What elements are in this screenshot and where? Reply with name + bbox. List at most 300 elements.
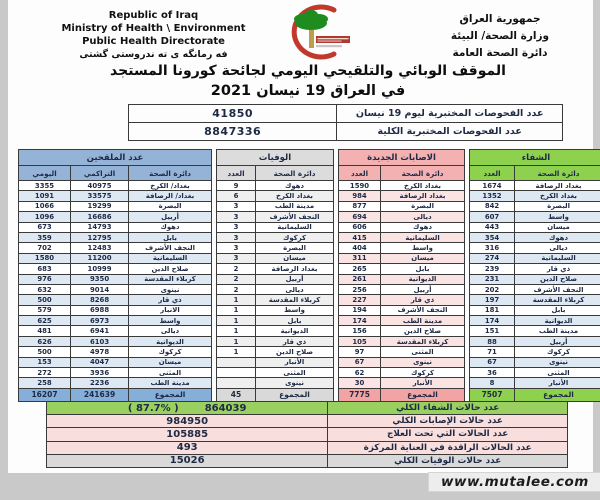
column-header-count: العدد	[470, 166, 515, 181]
header-ar-line3: دائرة الصحة العامة	[452, 47, 548, 59]
table-cell: كربلاء المقدسة	[515, 295, 600, 305]
table-header-row	[19, 166, 212, 181]
table-cell: البصرة	[256, 243, 334, 253]
table-cell: 500	[19, 295, 71, 305]
table-row	[19, 181, 212, 191]
column-header-dept: دائرة الصحة	[129, 166, 212, 181]
column-header-count: العدد	[339, 166, 381, 181]
deaths-table-total	[217, 388, 334, 401]
table-row	[217, 378, 334, 388]
table-row	[217, 336, 334, 346]
table-row	[339, 347, 465, 357]
table-cell: 33575	[71, 191, 129, 201]
table-cell: 62	[339, 368, 381, 378]
table-cell	[217, 378, 256, 388]
table-cell: 683	[19, 264, 71, 274]
column-header-cumulative: التراكمي	[71, 166, 129, 181]
table-cell: نينوى	[381, 357, 465, 367]
table-cell: 6941	[71, 326, 129, 336]
table-row	[19, 212, 212, 222]
table-cell: صلاح الدين	[256, 347, 334, 357]
table-row	[339, 274, 465, 284]
table-cell: النجف الأشرف	[515, 284, 600, 294]
header-arabic-block	[416, 11, 584, 62]
recovery-table-body	[470, 181, 600, 389]
table-cell: 415	[339, 232, 381, 242]
table-cell: واسط	[381, 243, 465, 253]
table-cell: مدينة الطب	[129, 378, 212, 388]
table-cell: السليمانية	[381, 232, 465, 242]
table-cell: 16686	[71, 212, 129, 222]
recovery-total: 864039	[204, 402, 247, 414]
total-tests-label: عدد الفحوصات المختبرية الكلية	[337, 123, 563, 141]
table-row	[19, 378, 212, 388]
table-cell: البصرة	[381, 201, 465, 211]
table-cell: 1	[217, 326, 256, 336]
table-cell: 404	[339, 243, 381, 253]
table-row	[339, 284, 465, 294]
table-cell: 354	[470, 232, 515, 242]
table-row	[470, 253, 600, 263]
table-row	[19, 295, 212, 305]
table-row	[217, 347, 334, 357]
table-cell: 67	[470, 357, 515, 367]
table-cell: 1091	[19, 191, 71, 201]
table-row	[19, 305, 212, 315]
table-row	[19, 336, 212, 346]
table-cell: الديوانية	[515, 316, 600, 326]
new-cases-table-title: الاصابات الجديدة	[339, 150, 465, 166]
table-cell: 3936	[71, 368, 129, 378]
table-cell: 36	[470, 368, 515, 378]
table-cell: صلاح الدين	[129, 264, 212, 274]
report-title	[63, 61, 553, 101]
table-title-row	[339, 150, 465, 166]
table-row	[470, 378, 600, 388]
table-row	[19, 191, 212, 201]
table-cell: 626	[19, 336, 71, 346]
column-header-dept: دائرة الصحة	[381, 166, 465, 181]
table-cell: النجف الأشرف	[381, 305, 465, 315]
header-ar-line1: جمهورية العراق	[459, 13, 541, 25]
table-cell: 1352	[470, 191, 515, 201]
table-cell: السليمانية	[515, 253, 600, 263]
table-row	[217, 264, 334, 274]
table-row	[217, 232, 334, 242]
table-cell: واسط	[515, 212, 600, 222]
table-cell: 2	[217, 264, 256, 274]
table-row	[217, 295, 334, 305]
table-cell: بغداد الكرخ	[256, 191, 334, 201]
table-cell: 481	[19, 326, 71, 336]
table-row	[339, 316, 465, 326]
table-cell: السليمانية	[256, 222, 334, 232]
header-en-line2: Ministry of Health \ Environment	[61, 23, 246, 34]
table-cell: 9014	[71, 284, 129, 294]
table-header-row	[217, 166, 334, 181]
table-cell: 311	[339, 253, 381, 263]
table-cell: 1066	[19, 201, 71, 211]
table-cell: 30	[339, 378, 381, 388]
table-cell: 105	[339, 336, 381, 346]
table-row	[339, 368, 465, 378]
table-row	[129, 123, 563, 141]
table-cell: 71	[470, 347, 515, 357]
table-cell: 443	[470, 222, 515, 232]
table-cell: 632	[19, 284, 71, 294]
table-row	[19, 274, 212, 284]
table-cell: النجف الأشرف	[256, 212, 334, 222]
table-row	[339, 295, 465, 305]
table-row	[19, 347, 212, 357]
table-cell: 16207	[19, 388, 71, 401]
table-row	[339, 305, 465, 315]
table-cell: ميسان	[381, 253, 465, 263]
table-row	[217, 181, 334, 191]
table-cell: 2236	[71, 378, 129, 388]
table-row	[470, 295, 600, 305]
header-ar-line2: وزارة الصحة/ البيئة	[450, 30, 550, 42]
table-cell: بغداد الرصافة	[256, 264, 334, 274]
summary-value	[47, 402, 328, 415]
recovery-table-title: الشفاء	[470, 150, 600, 166]
summary-row-total-cases	[47, 415, 568, 428]
table-cell: 9	[217, 181, 256, 191]
table-row	[339, 191, 465, 201]
report-title-line1: الموقف الوبائي والتلقيحي اليومي لجائحة كورونا المستجد	[110, 63, 506, 79]
table-row	[339, 243, 465, 253]
table-cell: دهوك	[515, 232, 600, 242]
table-row	[470, 222, 600, 232]
table-cell: مدينة الطب	[381, 316, 465, 326]
summary-value: 984950	[47, 415, 328, 428]
header-kurdish-line: فه رمانگه ی ته ندروستی گشتی	[79, 49, 228, 60]
table-cell: 202	[470, 284, 515, 294]
table-cell: 6988	[71, 305, 129, 315]
table-cell: 272	[19, 368, 71, 378]
table-cell: كربلاء المقدسة	[381, 336, 465, 346]
new-cases-table-body	[339, 181, 465, 389]
table-cell: 8	[470, 378, 515, 388]
table-cell: واسط	[129, 316, 212, 326]
table-row	[19, 316, 212, 326]
table-row	[217, 253, 334, 263]
table-cell: 359	[19, 232, 71, 242]
table-cell: بغداد/ الكرخ	[129, 181, 212, 191]
table-cell: 500	[19, 347, 71, 357]
table-row	[217, 212, 334, 222]
table-cell: المثنى	[381, 347, 465, 357]
table-cell: 241639	[71, 388, 129, 401]
new-cases-table	[338, 149, 465, 402]
table-cell: نينوى	[515, 357, 600, 367]
table-cell: 227	[339, 295, 381, 305]
table-row	[339, 232, 465, 242]
table-cell: 3	[217, 201, 256, 211]
column-header-daily: اليومي	[19, 166, 71, 181]
table-cell: دهوك	[129, 222, 212, 232]
table-cell: ميسان	[256, 253, 334, 263]
table-row	[217, 191, 334, 201]
table-row	[217, 305, 334, 315]
table-cell: 6973	[71, 316, 129, 326]
table-cell: 11200	[71, 253, 129, 263]
table-cell: 45	[217, 388, 256, 401]
table-cell: الديوانية	[381, 274, 465, 284]
table-cell: المجموع	[381, 388, 465, 401]
table-cell: 274	[470, 253, 515, 263]
table-cell: المثنى	[515, 368, 600, 378]
summary-row-total-deaths	[47, 454, 568, 467]
table-cell: مدينة الطب	[256, 201, 334, 211]
table-cell: 7775	[339, 388, 381, 401]
summary-row-recovered	[47, 402, 568, 415]
table-title-row	[19, 150, 212, 166]
table-cell: صلاح الدين	[381, 326, 465, 336]
table-cell: 97	[339, 347, 381, 357]
table-cell: البصرة	[515, 201, 600, 211]
ministry-logo	[260, 3, 364, 63]
table-row	[339, 181, 465, 191]
table-row	[339, 357, 465, 367]
table-cell: 88	[470, 336, 515, 346]
table-cell: 3	[217, 253, 256, 263]
table-cell: بغداد/ الرصافة	[129, 191, 212, 201]
header-en-line3: Public Health Directorate	[82, 36, 225, 47]
table-cell: واسط	[256, 305, 334, 315]
recovery-table-total	[470, 388, 600, 401]
table-cell: 1590	[339, 181, 381, 191]
table-cell: ذي قار	[129, 295, 212, 305]
vaccinated-table	[18, 149, 212, 402]
table-cell: المجموع	[515, 388, 600, 401]
table-cell: 197	[470, 295, 515, 305]
table-cell: 151	[470, 326, 515, 336]
table-title-row	[470, 150, 600, 166]
column-header-count: العدد	[217, 166, 256, 181]
table-cell: 12795	[71, 232, 129, 242]
table-cell: 2	[217, 274, 256, 284]
table-cell: نينوى	[256, 378, 334, 388]
table-cell: ديالى	[129, 326, 212, 336]
table-row	[19, 357, 212, 367]
table-cell: 194	[339, 305, 381, 315]
table-cell: بابل	[381, 264, 465, 274]
table-row	[470, 264, 600, 274]
table-cell: 153	[19, 357, 71, 367]
table-row	[19, 253, 212, 263]
table-cell: بابل	[129, 232, 212, 242]
table-row	[217, 316, 334, 326]
table-cell: ديالى	[381, 212, 465, 222]
table-cell: السليمانية	[129, 253, 212, 263]
table-row	[470, 232, 600, 242]
table-cell: المثنى	[129, 368, 212, 378]
table-cell: الديوانية	[256, 326, 334, 336]
table-cell: بغداد الرصافة	[381, 191, 465, 201]
table-cell: ديالى	[515, 243, 600, 253]
table-cell: ديالى	[256, 284, 334, 294]
table-cell: 3	[217, 232, 256, 242]
table-cell: 984	[339, 191, 381, 201]
table-row	[339, 212, 465, 222]
table-cell: بغداد الكرخ	[515, 191, 600, 201]
table-cell	[217, 368, 256, 378]
ministry-logo-icon	[260, 3, 364, 63]
table-cell: 694	[339, 212, 381, 222]
table-cell: 1	[217, 316, 256, 326]
table-cell: 14793	[71, 222, 129, 232]
recovery-table	[469, 149, 600, 402]
table-cell: 10999	[71, 264, 129, 274]
table-cell: أربيل	[381, 284, 465, 294]
table-cell: 67	[339, 357, 381, 367]
table-row	[217, 201, 334, 211]
table-cell: صلاح الدين	[515, 274, 600, 284]
table-row	[19, 264, 212, 274]
table-row	[129, 105, 563, 123]
table-row	[217, 243, 334, 253]
table-header-row	[470, 166, 600, 181]
table-cell: 6103	[71, 336, 129, 346]
vaccinated-table-body	[19, 181, 212, 389]
table-cell: 261	[339, 274, 381, 284]
table-row	[470, 357, 600, 367]
table-cell: 607	[470, 212, 515, 222]
column-header-dept: دائرة الصحة	[256, 166, 334, 181]
table-cell: الأنبار	[381, 378, 465, 388]
table-cell	[217, 357, 256, 367]
table-cell: كركوك	[381, 368, 465, 378]
table-row	[19, 388, 212, 401]
table-cell: كربلاء المقدسة	[256, 295, 334, 305]
table-cell: 3	[217, 212, 256, 222]
table-cell: 7507	[470, 388, 515, 401]
table-cell: بغداد الكرخ	[381, 181, 465, 191]
table-row	[217, 368, 334, 378]
header-english-block	[36, 9, 271, 61]
summary-row-under-treatment	[47, 428, 568, 441]
table-cell: 40975	[71, 181, 129, 191]
daily-tests-label: عدد الفحوصات المختبرية ليوم 19 نيسان	[337, 105, 563, 123]
table-cell: ذي قار	[515, 264, 600, 274]
summary-label: عدد حالات الإصابات الكلي	[328, 415, 568, 428]
table-cell: كركوك	[129, 347, 212, 357]
table-cell: 976	[19, 274, 71, 284]
table-cell: بغداد الرصافة	[515, 181, 600, 191]
table-row	[470, 347, 600, 357]
table-row	[19, 232, 212, 242]
table-cell: ذي قار	[256, 336, 334, 346]
table-cell: ذي قار	[381, 295, 465, 305]
table-row	[217, 222, 334, 232]
vaccinated-table-title: عدد الملقحين	[19, 150, 212, 166]
table-cell: 258	[19, 378, 71, 388]
table-cell: 231	[470, 274, 515, 284]
table-cell: 606	[339, 222, 381, 232]
table-row	[217, 388, 334, 401]
table-cell: 174	[339, 316, 381, 326]
table-row	[470, 368, 600, 378]
table-cell: الأنبار	[515, 378, 600, 388]
total-tests-value: 8847336	[129, 123, 337, 141]
table-row	[339, 201, 465, 211]
table-row	[470, 274, 600, 284]
table-cell: 316	[470, 243, 515, 253]
lab-tests-table	[128, 104, 563, 141]
table-row	[470, 181, 600, 191]
table-row	[470, 243, 600, 253]
new-cases-table-total	[339, 388, 465, 401]
table-cell: 6	[217, 191, 256, 201]
table-cell: الأنبار	[256, 357, 334, 367]
recovery-percent: ( 87.7% )	[127, 402, 179, 414]
table-cell: 1	[217, 347, 256, 357]
table-cell: 3	[217, 243, 256, 253]
table-cell: 3	[217, 222, 256, 232]
table-cell: 4047	[71, 357, 129, 367]
table-cell: 4978	[71, 347, 129, 357]
watermark-site-url: www.mutalee.com	[428, 472, 600, 492]
table-row	[470, 191, 600, 201]
table-header-row	[339, 166, 465, 181]
table-cell: 8268	[71, 295, 129, 305]
table-row	[19, 326, 212, 336]
table-cell: المجموع	[129, 388, 212, 401]
table-cell: 174	[470, 316, 515, 326]
table-row	[339, 264, 465, 274]
table-cell: بابل	[515, 305, 600, 315]
table-cell: 625	[19, 316, 71, 326]
table-cell: 1096	[19, 212, 71, 222]
table-cell: 1580	[19, 253, 71, 263]
table-cell: 2	[217, 284, 256, 294]
table-cell: 702	[19, 243, 71, 253]
table-row	[19, 368, 212, 378]
table-cell: 1	[217, 295, 256, 305]
table-cell: 9350	[71, 274, 129, 284]
table-row	[470, 388, 600, 401]
header-en-line1: Republic of Iraq	[108, 10, 199, 21]
table-cell: ميسان	[129, 357, 212, 367]
table-row	[339, 388, 465, 401]
table-row	[19, 284, 212, 294]
table-cell: نينوى	[129, 284, 212, 294]
summary-value: 493	[47, 441, 328, 454]
table-cell: الانبار	[129, 305, 212, 315]
daily-tests-value: 41850	[129, 105, 337, 123]
table-row	[217, 284, 334, 294]
summary-label: عدد حالات الوفيات الكلي	[328, 454, 568, 467]
table-cell: 181	[470, 305, 515, 315]
table-row	[19, 222, 212, 232]
table-row	[470, 284, 600, 294]
table-title-row	[217, 150, 334, 166]
table-row	[470, 201, 600, 211]
table-cell: 256	[339, 284, 381, 294]
report-title-line2: في العراق 19 نيسان 2021	[210, 83, 406, 99]
table-cell: 579	[19, 305, 71, 315]
table-cell: ميسان	[515, 222, 600, 232]
table-row	[470, 316, 600, 326]
table-row	[19, 243, 212, 253]
table-cell: بابل	[256, 316, 334, 326]
table-cell: 673	[19, 222, 71, 232]
table-cell: 1	[217, 305, 256, 315]
table-cell: 1	[217, 336, 256, 346]
summary-row-icu	[47, 441, 568, 454]
table-cell: كركوك	[256, 232, 334, 242]
